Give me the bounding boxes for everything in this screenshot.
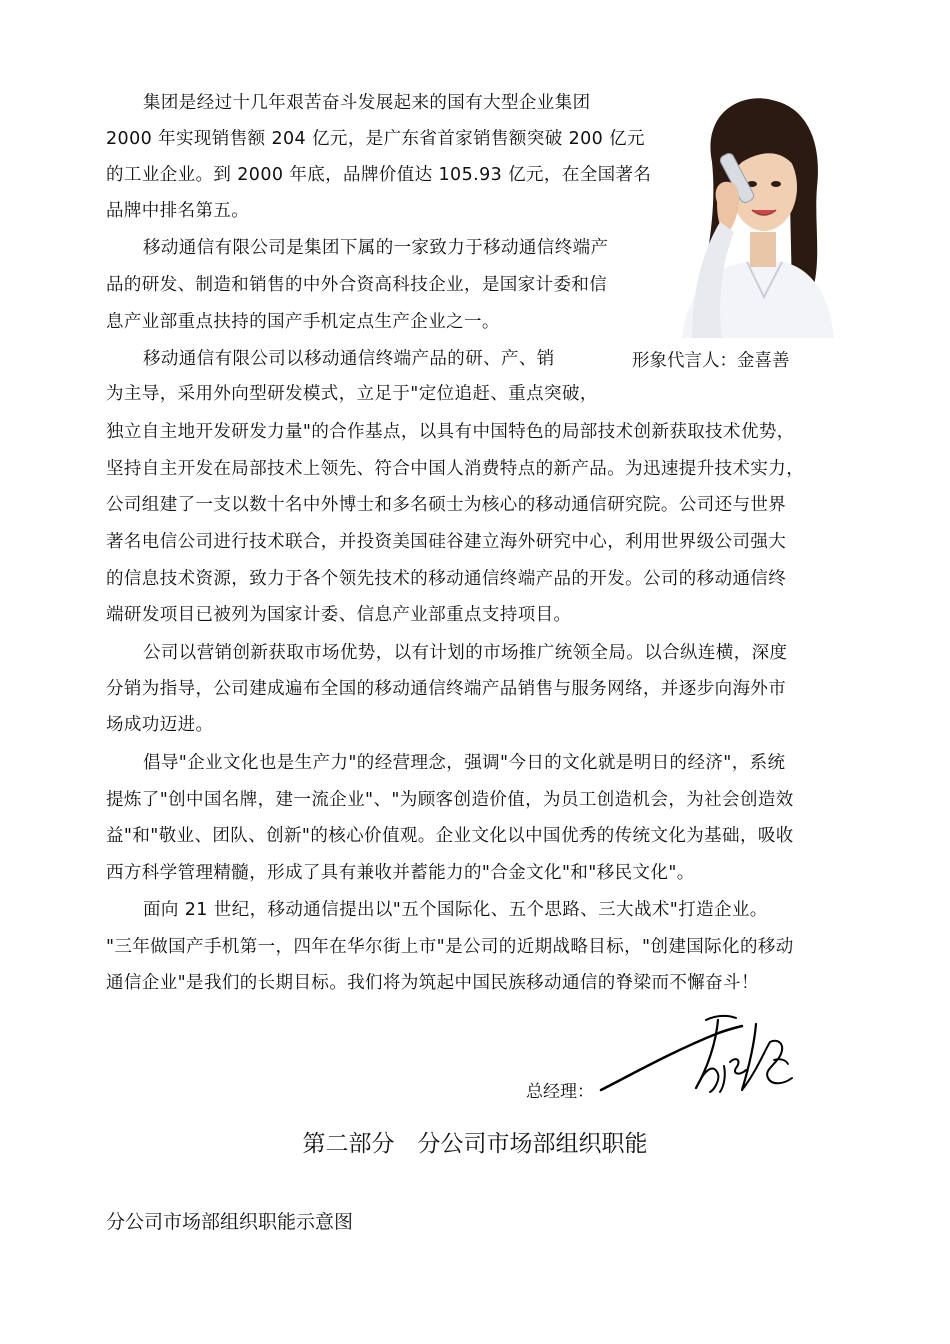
body-line: 移动通信有限公司以移动通信终端产品的研、产、销: [143, 349, 555, 369]
body-line: 息产业部重点扶持的国产手机定点生产企业之一。: [106, 312, 500, 332]
body-line: 西方科学管理精髓，形成了具有兼收并蓄能力的"合金文化"和"移民文化"。: [106, 863, 695, 883]
subheading: 分公司市场部组织职能示意图: [106, 1211, 354, 1233]
body-line: 著名电信公司进行技术联合，并投资美国硅谷建立海外研究中心，利用世界级公司强大: [106, 532, 787, 552]
body-line: 分销为指导，公司建成遍布全国的移动通信终端产品销售与服务网络，并逐步向海外市: [106, 679, 787, 699]
body-line: 的信息技术资源，致力于各个领先技术的移动通信终端产品的开发。公司的移动通信终: [106, 569, 787, 589]
signature-label: 总经理：: [526, 1082, 594, 1102]
body-line: 通信企业"是我们的长期目标。我们将为筑起中国民族移动通信的脊梁而不懈奋斗！: [106, 973, 759, 993]
body-line: 面向 21 世纪，移动通信提出以"五个国际化、五个思路、三大战术"打造企业。: [143, 900, 768, 920]
body-line: 独立自主地开发研发力量"的合作基点，以具有中国特色的局部技术创新获取技术优势，: [106, 422, 795, 442]
section-title: 第二部分 分公司市场部组织职能: [302, 1131, 648, 1157]
body-line: 倡导"企业文化也是生产力"的经营理念，强调"今日的文化就是明日的经济"，系统: [143, 753, 786, 773]
body-line: 坚持自主开发在局部技术上领先、符合中国人消费特点的新产品。为迅速提升技术实力，: [106, 459, 805, 479]
body-line: 公司组建了一支以数十名中外博士和多名硕士为核心的移动通信研究院。公司还与世界: [106, 495, 787, 515]
body-line: 场成功迈进。: [106, 715, 214, 735]
body-line: 移动通信有限公司是集团下属的一家致力于移动通信终端产: [143, 238, 609, 258]
spokesperson-photo: [672, 92, 834, 338]
body-line: 的工业企业。到 2000 年底，品牌价值达 105.93 亿元，在全国著名: [106, 165, 652, 185]
body-line: "三年做国产手机第一，四年在华尔街上市"是公司的近期战略目标，"创建国际化的移动: [106, 937, 794, 957]
body-line: 公司以营销创新获取市场优势，以有计划的市场推广统领全局。以合纵连横，深度: [143, 643, 788, 663]
body-line: 集团是经过十几年艰苦奋斗发展起来的国有大型企业集团: [143, 93, 591, 113]
photo-caption: 形象代言人：金喜善: [632, 351, 790, 371]
body-line: 为主导，采用外向型研发模式，立足于"定位追赶、重点突破，: [106, 384, 598, 404]
body-line: 品的研发、制造和销售的中外合资高科技企业，是国家计委和信: [106, 275, 608, 295]
body-line: 提炼了"创中国名牌，建一流企业"、"为顾客创造价值，为员工创造机会，为社会创造效: [106, 790, 794, 810]
body-line: 端研发项目已被列为国家计委、信息产业部重点支持项目。: [106, 605, 572, 625]
body-line: 益"和"敬业、团队、创新"的核心价值观。企业文化以中国优秀的传统文化为基础，吸收: [106, 826, 794, 846]
body-line: 2000 年实现销售额 204 亿元，是广东省首家销售额突破 200 亿元: [106, 129, 645, 149]
body-line: 品牌中排名第五。: [106, 201, 250, 221]
handwritten-signature: [596, 1012, 796, 1102]
